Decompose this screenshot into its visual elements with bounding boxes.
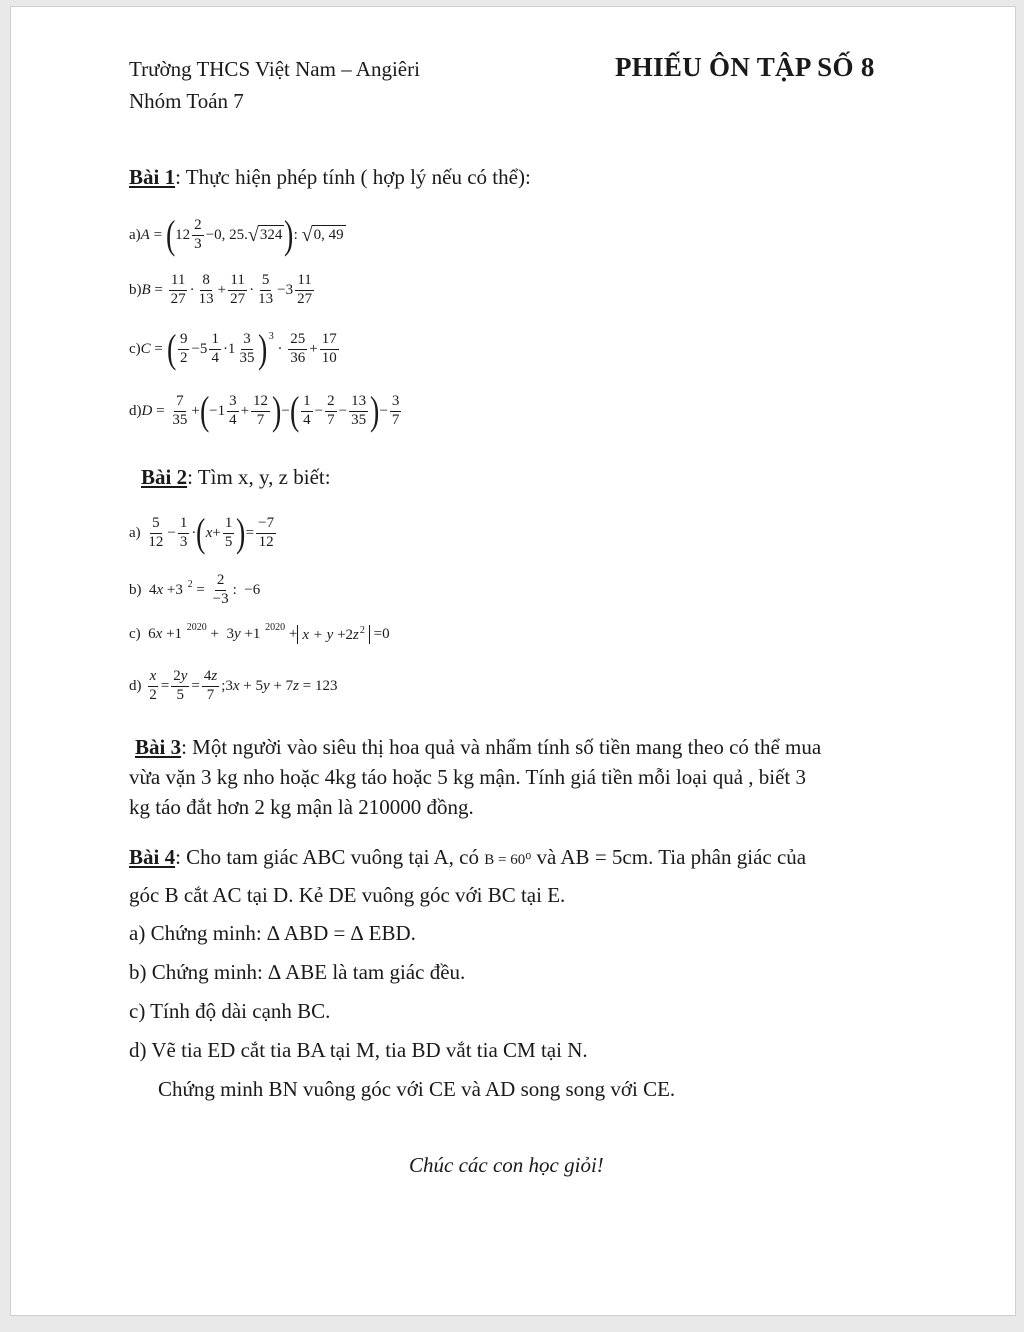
- bai1-item-d: d) D = $\frac{7}{35}$ + ( −1 $\frac{3}{4}$ + $\frac{12}{7}$ ) − ( $\frac{1}{4}$ − $\frac{2}{7}$ − $\frac{13}{35}$ ) − $\frac{3}{7}$: [129, 388, 400, 433]
- bai1-heading: [129, 165, 531, 190]
- bai2-item-a: a) $\frac{5}{12}$ − $\frac{1}{3}$ · ( x + $\frac{1}{5}$ ) = $\frac{-7}{12}$: [129, 510, 275, 555]
- bai2-label: Bài 2: [141, 465, 188, 489]
- bai4-d: d) Vẽ tia ED cắt tia BA tại M, tia BD vắt tia CM tại N.: [129, 1038, 588, 1062]
- bai2-text: : Tìm x, y, z biết:: [187, 465, 331, 489]
- bai3-line1: Bài 3: Một người vào siêu thị hoa quả và nhẩm tính số tiền mang theo có thể mua: [135, 735, 822, 759]
- bai3-line2: vừa vặn 3 kg nho hoặc 4kg táo hoặc 5 kg mận. Tính giá tiền mỗi loại quả , biết 3: [129, 765, 807, 789]
- angle-b: B = 60⁰: [484, 852, 532, 868]
- bai1-item-c: c) C = ( $\frac{9}{2}$ −5 $\frac{1}{4}$ ·1 $\frac{3}{35}$ ) 3 · $\frac{25}{36}$ + $\frac{17}{10}$: [129, 326, 337, 371]
- worksheet-page: [10, 6, 1016, 1316]
- closing-text: Chúc các con học giỏi!: [409, 1153, 604, 1177]
- bai2-item-c: c) 6 x +1 2020 + 3 y +1 2020 + $x + y +2z^2$ =0: [129, 622, 390, 643]
- bai1-label: Bài 1: [129, 165, 176, 189]
- bai3-line3: kg táo đắt hơn 2 kg mận là 210000 đồng.: [129, 795, 474, 819]
- bai4-d2: Chứng minh BN vuông góc với CE và AD song song với CE.: [158, 1077, 676, 1101]
- bai2-heading: [141, 465, 331, 490]
- bai4-b: b) Chứng minh: ∆ ABE là tam giác đều.: [129, 960, 466, 984]
- bai1-item-a: a) A = ( 12 $\frac{2}{3}$ −0, 25. √ 324 ) : √ 0, 49: [129, 212, 344, 257]
- bai1-text: : Thực hiện phép tính ( hợp lý nếu có thể):: [175, 165, 531, 189]
- school-name: Trường THCS Việt Nam – Angiêri: [129, 57, 420, 81]
- bai4-a: a) Chứng minh: ∆ ABD = ∆ EBD.: [129, 921, 416, 945]
- bai3-label: Bài 3: [135, 735, 182, 759]
- bai1-item-b: b) B = $\frac{11}{27}$ · $\frac{8}{13}$ + $\frac{11}{27}$ · $\frac{5}{13}$ −3 $\frac{11}{27}$: [129, 272, 313, 307]
- group-name: Nhóm Toán 7: [129, 89, 244, 113]
- bai4-label: Bài 4: [129, 845, 176, 869]
- bai2-item-d: d) $\frac{x}{2}$ = $\frac{2y}{5}$ = $\frac{4z}{7}$ ;3 x + 5 y + 7 z = 123: [129, 668, 338, 703]
- bai4-c: c) Tính độ dài cạnh BC.: [129, 999, 331, 1023]
- page-title: PHIẾU ÔN TẬP SỐ 8: [615, 52, 875, 82]
- bai2-item-b: b) 4 x +3 2 = $\frac{2}{-3}$ : −6: [129, 572, 261, 607]
- bai4-line2: góc B cắt AC tại D. Kẻ DE vuông góc với BC tại E.: [129, 883, 566, 907]
- bai4-line1: Bài 4: Cho tam giác ABC vuông tại A, có B = 60⁰ và AB = 5cm. Tia phân giác của: [129, 845, 807, 869]
